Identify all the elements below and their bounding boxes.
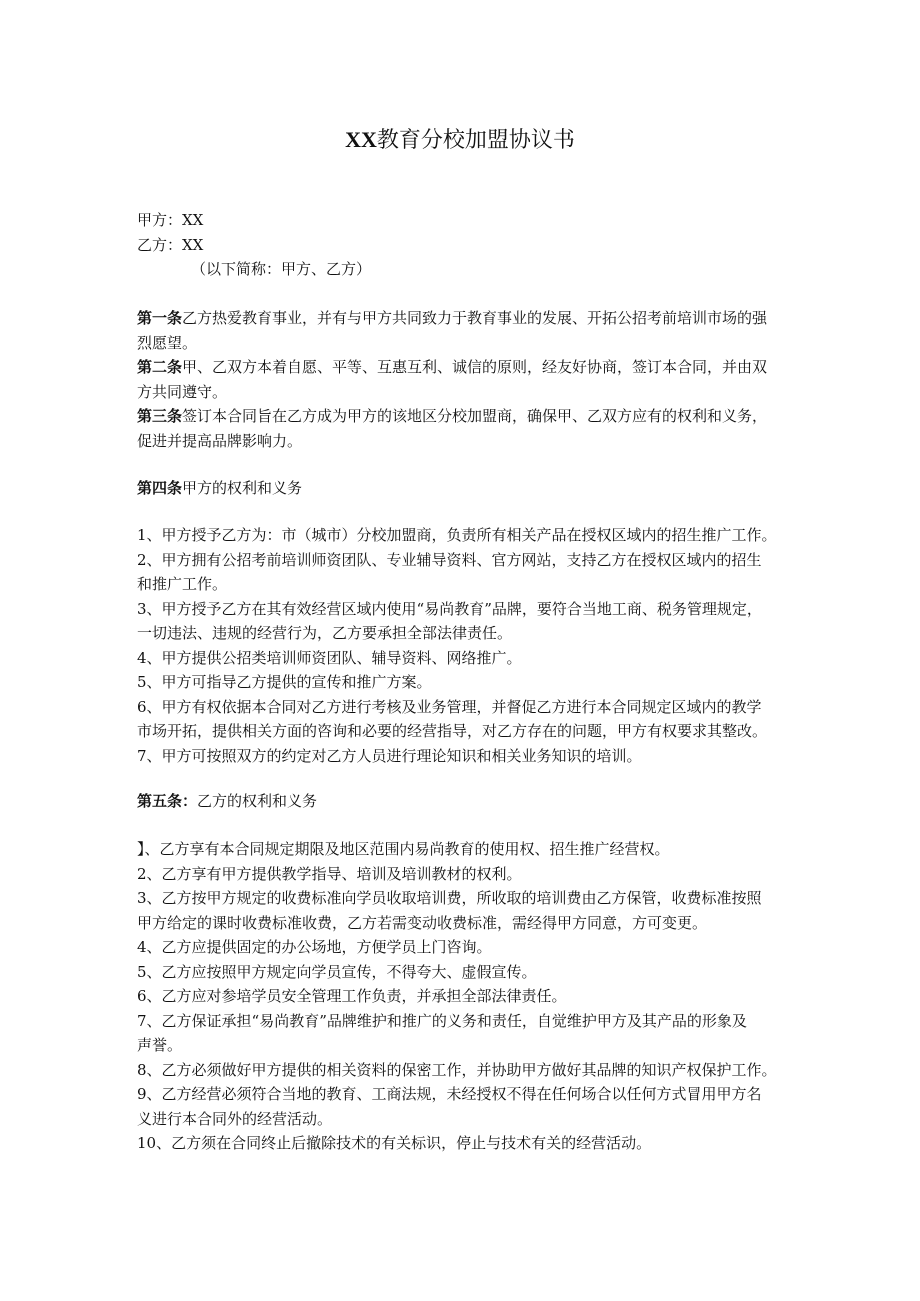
- article-1-heading: 第一条: [137, 309, 183, 327]
- list-item: 4、甲方提供公招类培训师资团队、辅导资料、网络推广。: [137, 648, 522, 667]
- title-prefix: XX: [345, 127, 377, 152]
- abbreviation-note: （以下简称：甲方、乙方）: [191, 260, 372, 278]
- party-b: 乙方：XX: [137, 235, 204, 254]
- list-item: 7、甲方可按照双方的约定对乙方人员进行理论知识和相关业务知识的培训。: [137, 746, 642, 765]
- list-item: 2、乙方享有甲方提供教学指导、培训及培训教材的权利。: [137, 864, 522, 883]
- list-item: 和推广工作。: [137, 575, 228, 593]
- list-item: 市场开拓，提供相关方面的咨询和必要的经营指导，对乙方存在的问题，甲方有权要求其整改。: [137, 722, 768, 740]
- list-item: 4、乙方应提供固定的办公场地，方便学员上门咨询。: [137, 938, 492, 956]
- article-5-heading: 第五条：: [137, 792, 198, 810]
- article-3-line-1: 第三条签订本合同旨在乙方成为甲方的该地区分校加盟商，确保甲、乙双方应有的权利和义务，: [137, 407, 768, 425]
- list-item: 甲方给定的课时收费标准收费，乙方若需变动收费标准，需经得甲方同意，方可变更。: [137, 913, 708, 932]
- list-item: 】、乙方享有本合同规定期限及地区范围内易尚教育的使用权、招生推广经营权。: [137, 840, 670, 858]
- list-item: 5、乙方应按照甲方规定向学员宣传，不得夸大、虚假宣传。: [137, 962, 537, 981]
- list-item: 7、乙方保证承担“易尚教育”品牌维护和推广的义务和责任，自觉维护甲方及其产品的形象及: [137, 1011, 747, 1030]
- list-item: 1、甲方授予乙方为：市（城市）分校加盟商，负责所有相关产品在授权区域内的招生推广工作。: [137, 526, 777, 544]
- article-2-heading: 第二条: [137, 358, 183, 376]
- list-item: 5、甲方可指导乙方提供的宣传和推广方案。: [137, 673, 432, 691]
- list-item: 声誉。: [137, 1036, 183, 1054]
- article-4-title: 甲方的权利和义务: [182, 479, 303, 497]
- article-5-list: [137, 837, 797, 1156]
- article-5-heading-line: [137, 789, 797, 814]
- document-title: [0, 126, 920, 155]
- article-5-title: 乙方的权利和义务: [197, 792, 318, 810]
- list-item: 2、甲方拥有公招考前培训师资团队、专业辅导资料、官方网站，支持乙方在授权区域内的招生: [137, 550, 762, 569]
- list-item: 3、甲方授予乙方在其有效经营区域内使用“易尚教育”品牌，要符合当地工商、税务管理规定，: [137, 599, 762, 618]
- party-a: 甲方：XX: [137, 211, 204, 229]
- article-2-line-2: 方共同遵守。: [137, 382, 228, 401]
- list-item: 9、乙方经营必须符合当地的教育、工商法规，未经授权不得在任何场合以任何方式冒用甲方名: [137, 1085, 762, 1103]
- article-3-heading: 第三条: [137, 407, 183, 425]
- parties-block: [137, 208, 797, 282]
- list-item: 一切违法、违规的经营行为，乙方要承担全部法律责任。: [137, 624, 513, 642]
- article-1-line-2: 烈愿望。: [137, 333, 198, 352]
- list-item: 10、乙方须在合同终止后撤除技术的有关标识，停止与技术有关的经营活动。: [137, 1134, 652, 1152]
- article-1-line-1: 第一条乙方热爱教育事业，并有与甲方共同致力于教育事业的发展、开拓公招考前培训市场的强: [137, 309, 768, 327]
- list-item: 3、乙方按甲方规定的收费标准向学员收取培训费，所收取的培训费由乙方保管，收费标准按照: [137, 889, 762, 907]
- article-4-list: [137, 523, 797, 768]
- article-4-heading: 第四条: [137, 479, 183, 497]
- article-2-line-1: 第二条甲、乙双方本着自愿、平等、互惠互利、诚信的原则，经友好协商，签订本合同，并由双: [137, 358, 768, 376]
- list-item: 6、乙方应对参培学员安全管理工作负责，并承担全部法律责任。: [137, 987, 567, 1005]
- list-item: 义进行本合同外的经营活动。: [137, 1109, 333, 1128]
- list-item: 6、甲方有权依据本合同对乙方进行考核及业务管理，并督促乙方进行本合同规定区域内的教学: [137, 697, 762, 716]
- list-item: 8、乙方必须做好甲方提供的相关资料的保密工作，并协助甲方做好其品牌的知识产权保护工作。: [137, 1060, 777, 1079]
- articles-1-3: [137, 306, 797, 453]
- article-3-line-2: 促进并提高品牌影响力。: [137, 431, 303, 450]
- title-text: 教育分校加盟协议书: [376, 128, 575, 153]
- article-4-heading-line: [137, 476, 797, 501]
